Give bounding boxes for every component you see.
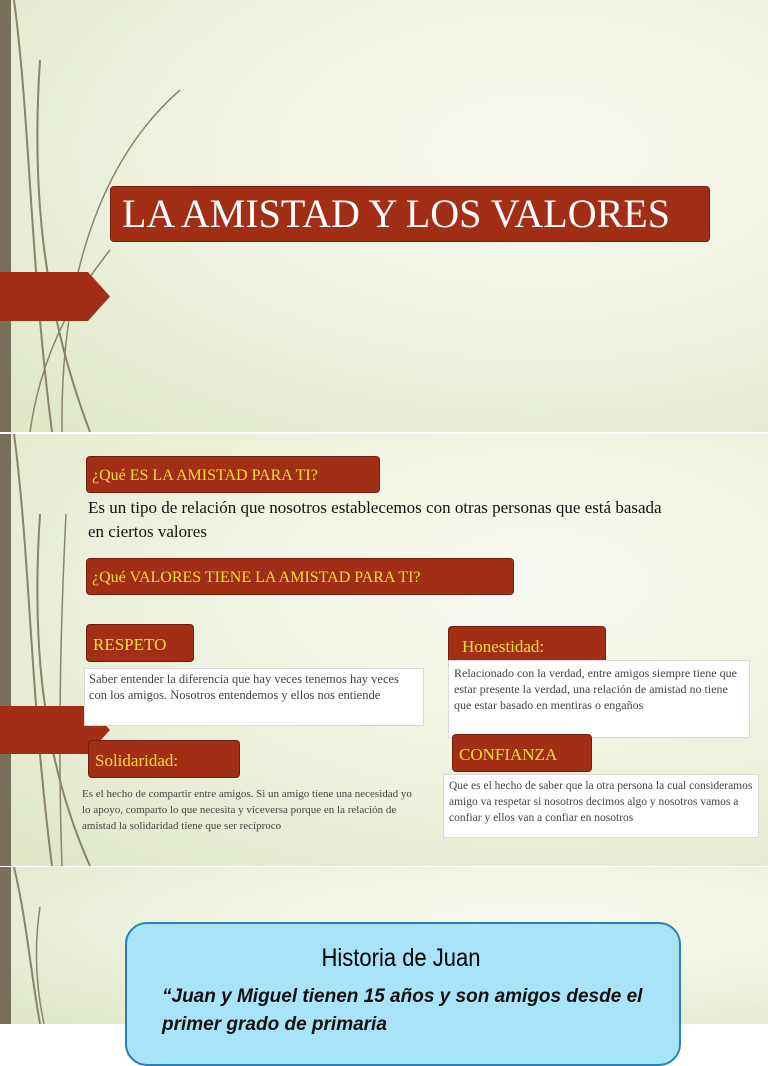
story-title: Historia de Juan	[321, 944, 481, 972]
honestidad-text: Relacionado con la verdad, entre amigos siempre tiene que estar presente la verdad, una relación de amistad no tiene que estar basado en mentiras o engaños	[448, 660, 750, 738]
answer1-text: Es un tipo de relación que nosotros establecemos con otras personas que está basada en ciertos valores	[88, 498, 662, 541]
slide-title	[0, 0, 768, 432]
question1-label: ¿Qué ES LA AMISTAD PARA TI?	[92, 467, 318, 484]
honestidad-label: Honestidad:	[462, 637, 545, 656]
solidaridad-label: Solidaridad:	[95, 751, 179, 770]
solidaridad-text: Es el hecho de compartir entre amigos. Si un amigo tiene una necesidad yo lo apoyo, comparto lo que necesita y viceversa porque en la relación de amistad la solidaridad tiene que ser recíproco	[82, 788, 412, 832]
respeto-label: RESPETO	[93, 635, 167, 654]
respeto-text: Saber entender la diferencia que hay veces tenemos hay veces con los amigos. Nosotros entendemos y ellos nos entiende	[84, 668, 424, 726]
title-arrow-tab	[0, 272, 110, 321]
slide-values	[0, 434, 768, 866]
confianza-text: Que es el hecho de saber que la otra persona la cual consideramos amigo va respetar si nosotros decimos algo y nosotros vamos a confiar y ellos van a confiar en nosotros	[443, 774, 759, 838]
question2-label: ¿Qué VALORES TIENE LA AMISTAD PARA TI?	[92, 569, 421, 586]
confianza-label: CONFIANZA	[459, 745, 558, 764]
story-quote: “Juan y Miguel tienen 15 años y son amigos desde el primer grado de primaria	[162, 986, 643, 1035]
slide-story	[0, 867, 768, 1035]
slide-title: LA AMISTAD Y LOS VALORES	[122, 191, 670, 236]
